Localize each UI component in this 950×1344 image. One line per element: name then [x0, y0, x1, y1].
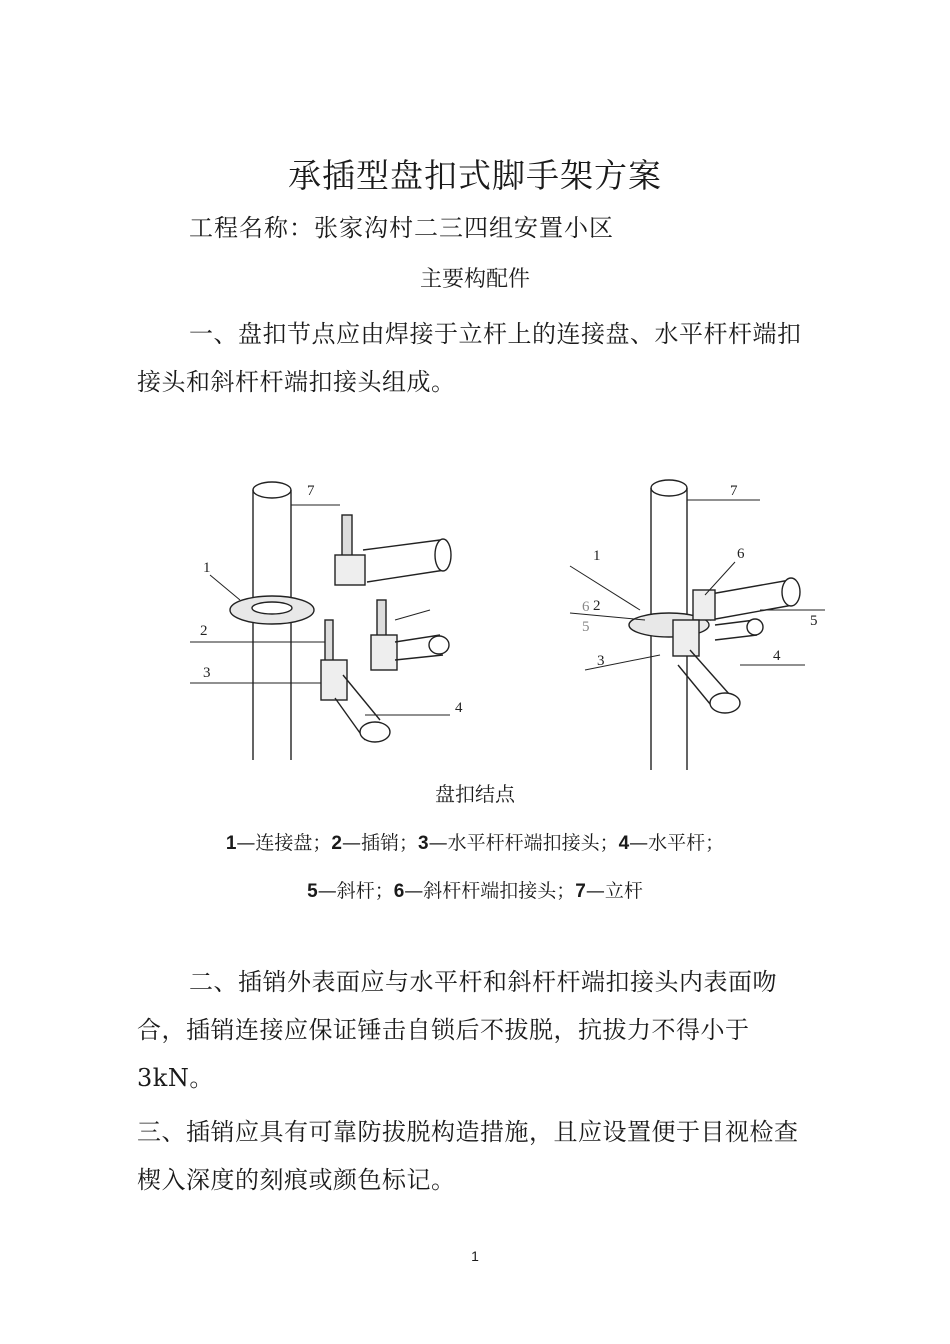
right-label-1: 1 — [593, 548, 601, 564]
right-upper-tube-b — [710, 605, 793, 620]
right-label-3: 3 — [597, 653, 605, 669]
ringlock-node-illustration — [185, 470, 835, 780]
legend-text-3: —水平杆杆端扣接头； — [428, 832, 619, 854]
left-brace-coupler — [371, 635, 397, 670]
legend-text-2: —插销； — [341, 832, 418, 854]
right-upper-tube-a — [705, 580, 790, 595]
left-rosette-inner — [252, 602, 292, 614]
left-lower-coupler — [321, 660, 347, 700]
left-label-4: 4 — [455, 700, 463, 716]
left-lower-pin — [325, 620, 333, 665]
right-label-4: 4 — [773, 648, 781, 664]
right-node-diagram — [570, 480, 825, 770]
right-pole-top — [651, 480, 687, 496]
left-leader-1 — [210, 575, 240, 600]
figure-node-diagram — [185, 470, 835, 780]
right-label-7: 7 — [730, 483, 738, 499]
legend-num-1: 1 — [225, 833, 237, 854]
legend-text-6: —斜杆杆端扣接头； — [404, 880, 576, 902]
legend-num-2: 2 — [331, 833, 342, 854]
right-label-2: 2 — [593, 598, 601, 614]
figure-caption: 盘扣结点 — [435, 782, 515, 806]
left-brace-tube-end — [429, 636, 449, 654]
left-leader-65 — [395, 610, 430, 620]
paragraph-1 — [137, 310, 817, 406]
left-upper-tube-b — [367, 570, 445, 582]
right-lower-tube-end — [710, 693, 740, 713]
paragraph-3-text: 三、插销应具有可靠防拔脱构造措施，且应设置便于目视检查楔入深度的刻痕或颜色标记。 — [137, 1118, 799, 1194]
legend-num-5: 5 — [307, 881, 318, 902]
left-lower-tube-end — [360, 722, 390, 742]
left-node-diagram — [190, 482, 451, 760]
paragraph-2-text: 二、插销外表面应与水平杆和斜杆杆端扣接头内表面吻合，插销连接应保证锤击自锁后不拔脱，抗拔力不得小于3kN。 — [137, 968, 777, 1092]
left-lower-tube-a — [343, 675, 380, 720]
right-leader-1 — [570, 566, 640, 610]
legend-text-7: —立杆 — [585, 880, 643, 902]
right-brace-tube-b — [715, 635, 757, 640]
paragraph-3 — [137, 1108, 817, 1204]
legend-text-1: —连接盘； — [236, 832, 332, 854]
right-lower-tube-a — [690, 650, 730, 695]
left-label-3: 3 — [203, 665, 211, 681]
left-upper-tube-a — [363, 540, 440, 550]
right-label-5: 5 — [810, 613, 818, 629]
section-heading: 主要构配件 — [419, 267, 530, 292]
left-upper-tube-end — [435, 539, 451, 571]
right-upper-tube-end — [782, 578, 800, 606]
legend-num-4: 4 — [618, 833, 630, 854]
left-brace-tube-b — [395, 655, 443, 660]
paragraph-1-text: 一、盘扣节点应由焊接于立杆上的连接盘、水平杆杆端扣接头和斜杆杆端扣接头组成。 — [137, 320, 802, 396]
legend-num-7: 7 — [575, 881, 586, 902]
left-label-2: 2 — [200, 623, 208, 639]
left-pole-top — [253, 482, 291, 498]
right-lower-coupler — [673, 620, 699, 656]
project-name-line: 工程名称：张家沟村二三四组安置小区 — [189, 214, 614, 242]
left-label-6: 6 — [582, 599, 590, 615]
legend-num-3: 3 — [418, 833, 429, 854]
document-title: 承插型盘扣式脚手架方案 — [288, 156, 662, 195]
legend-text-4: —水平杆； — [629, 832, 725, 854]
legend-text-5: —斜杆； — [317, 880, 394, 902]
left-label-1: 1 — [203, 560, 211, 576]
right-upper-coupler — [693, 590, 715, 620]
left-label-7: 7 — [307, 483, 315, 499]
paragraph-2 — [137, 958, 817, 1102]
left-label-5: 5 — [582, 619, 590, 635]
left-upper-coupler — [335, 555, 365, 585]
right-label-6: 6 — [737, 546, 745, 562]
figure-legend-line-2 — [0, 876, 950, 903]
page-number: 1 — [471, 1248, 479, 1264]
figure-legend-line-1 — [0, 828, 950, 855]
legend-num-6: 6 — [393, 881, 405, 902]
right-brace-tube-end — [747, 619, 763, 635]
